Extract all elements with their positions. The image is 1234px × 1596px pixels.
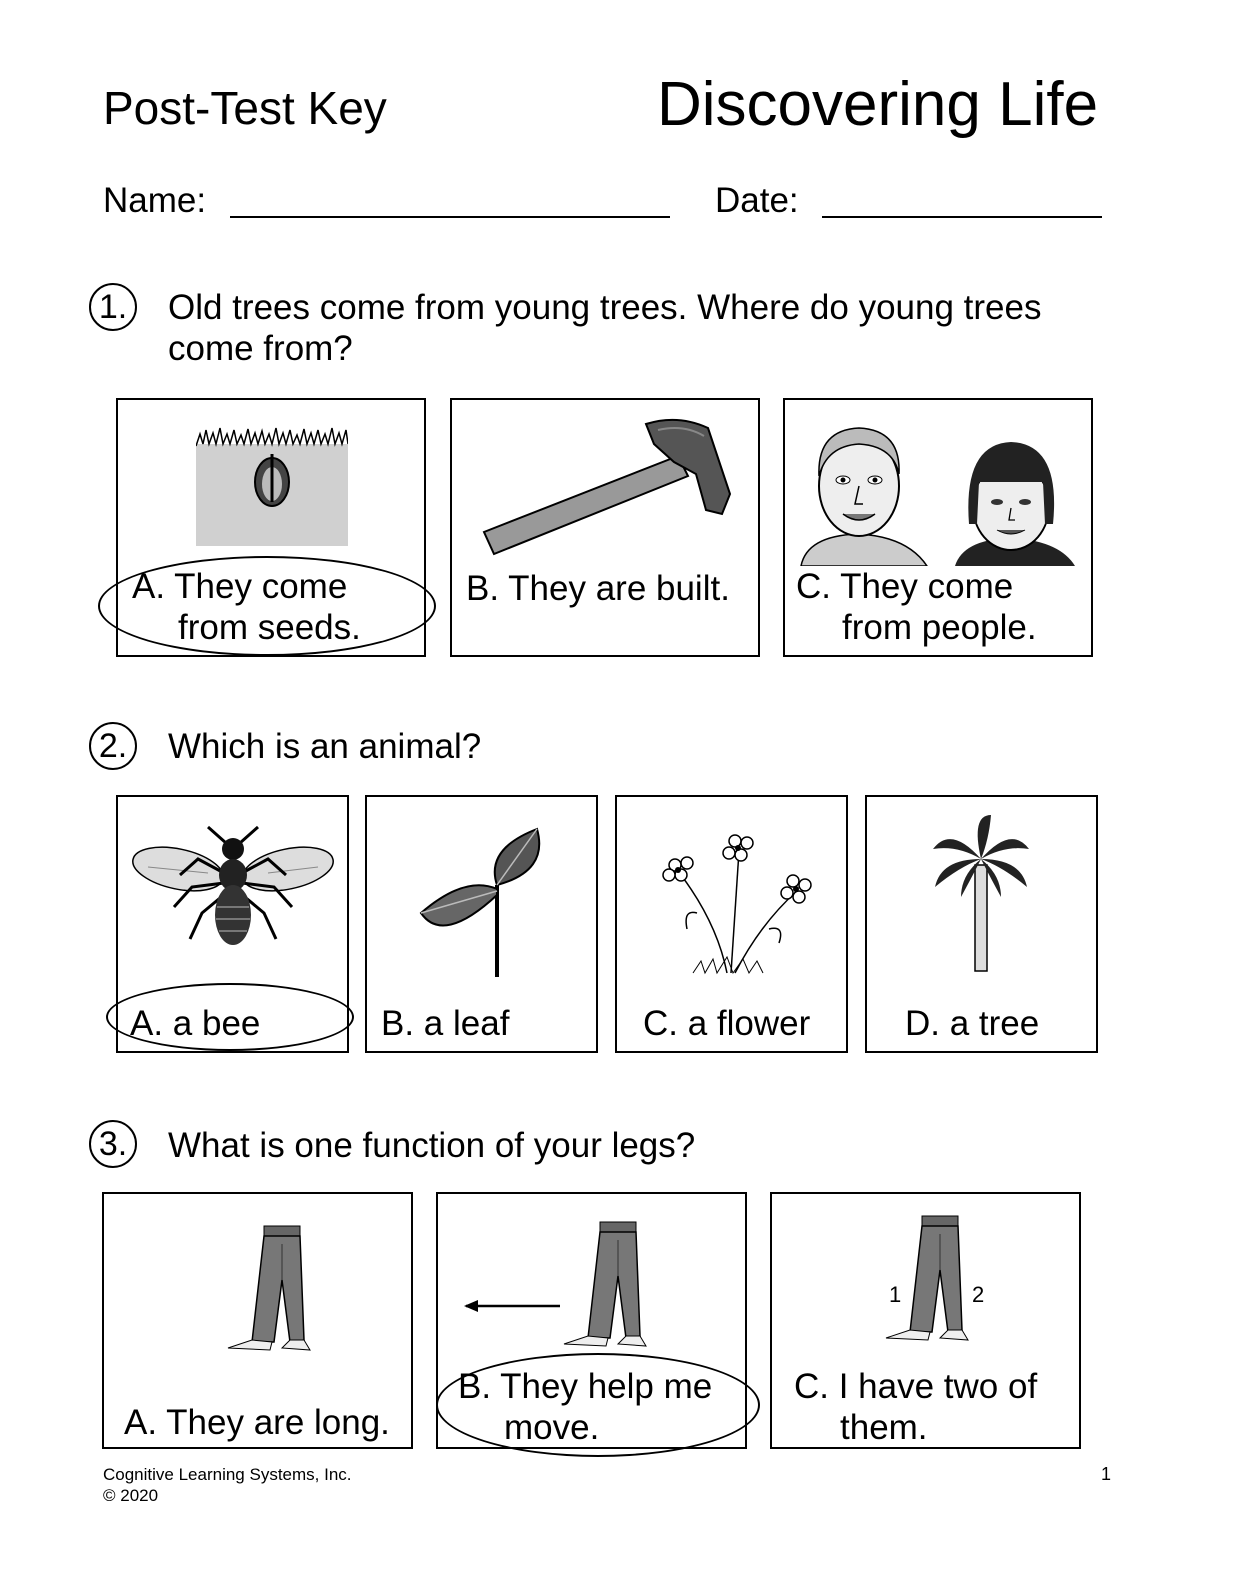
walking-legs-arrow-icon [462, 1220, 672, 1352]
q1-c-line1: C. They come [796, 567, 1014, 606]
legs-numbered-icon [882, 1214, 972, 1346]
leaf-icon [413, 825, 553, 981]
q3-c-line1: C. I have two of [794, 1367, 1038, 1406]
name-line[interactable] [230, 216, 670, 218]
q1-option-c[interactable] [783, 398, 1093, 657]
question-2-text: Which is an animal? [168, 727, 482, 766]
q1-c-line2: from people. [842, 608, 1037, 647]
q1-b-line1: B. They are built. [466, 569, 730, 608]
q3-option-a[interactable] [102, 1192, 413, 1449]
q2-b-label: B. a leaf [381, 1004, 510, 1043]
hammer-icon [478, 414, 742, 556]
q3-a-label: A. They are long. [124, 1403, 390, 1442]
palm-tree-icon [931, 815, 1031, 973]
seed-in-soil-icon [196, 424, 348, 546]
q3-b-line1: B. They help me [458, 1367, 713, 1406]
footer-copyright: © 2020 [103, 1486, 159, 1505]
answer-circle-q2 [106, 983, 354, 1051]
question-1-line2: come from? [168, 329, 353, 368]
q1-a-line1: A. They come [132, 567, 348, 606]
page-title: Discovering Life [657, 70, 1099, 139]
bee-icon [128, 823, 338, 951]
question-1-number: 1. [89, 283, 137, 331]
question-1-line1: Old trees come from young trees. Where do young trees [168, 288, 1042, 327]
q2-a-label: A. a bee [130, 1004, 261, 1043]
question-3-number: 3. [89, 1120, 137, 1168]
question-2-number: 2. [89, 722, 137, 770]
question-3-text: What is one function of your legs? [168, 1126, 696, 1165]
page-number: 1 [1101, 1464, 1112, 1484]
q2-option-b[interactable] [365, 795, 598, 1053]
q2-d-label: D. a tree [905, 1004, 1040, 1043]
q2-option-c[interactable] [615, 795, 848, 1053]
answer-circle-q1 [98, 556, 436, 656]
q1-a-line2: from seeds. [178, 608, 361, 647]
q3-c-line2: them. [840, 1408, 928, 1447]
legs-icon [224, 1224, 314, 1356]
flower-icon [657, 833, 817, 979]
q2-c-label: C. a flower [643, 1004, 811, 1043]
people-faces-icon [797, 416, 1087, 566]
question-1-text [168, 287, 1041, 369]
footer-company: Cognitive Learning Systems, Inc. [103, 1465, 352, 1484]
q1-option-b[interactable] [450, 398, 760, 657]
date-line[interactable] [822, 216, 1102, 218]
answer-circle-q3 [436, 1353, 760, 1457]
leg-label-1: 1 [889, 1282, 902, 1307]
q3-b-line2: move. [504, 1408, 600, 1447]
q2-option-d[interactable] [865, 795, 1098, 1053]
page-subtitle: Post-Test Key [103, 82, 387, 134]
leg-label-2: 2 [972, 1282, 985, 1307]
name-label: Name: [103, 181, 207, 220]
q3-option-c[interactable] [770, 1192, 1081, 1449]
date-label: Date: [715, 181, 799, 220]
